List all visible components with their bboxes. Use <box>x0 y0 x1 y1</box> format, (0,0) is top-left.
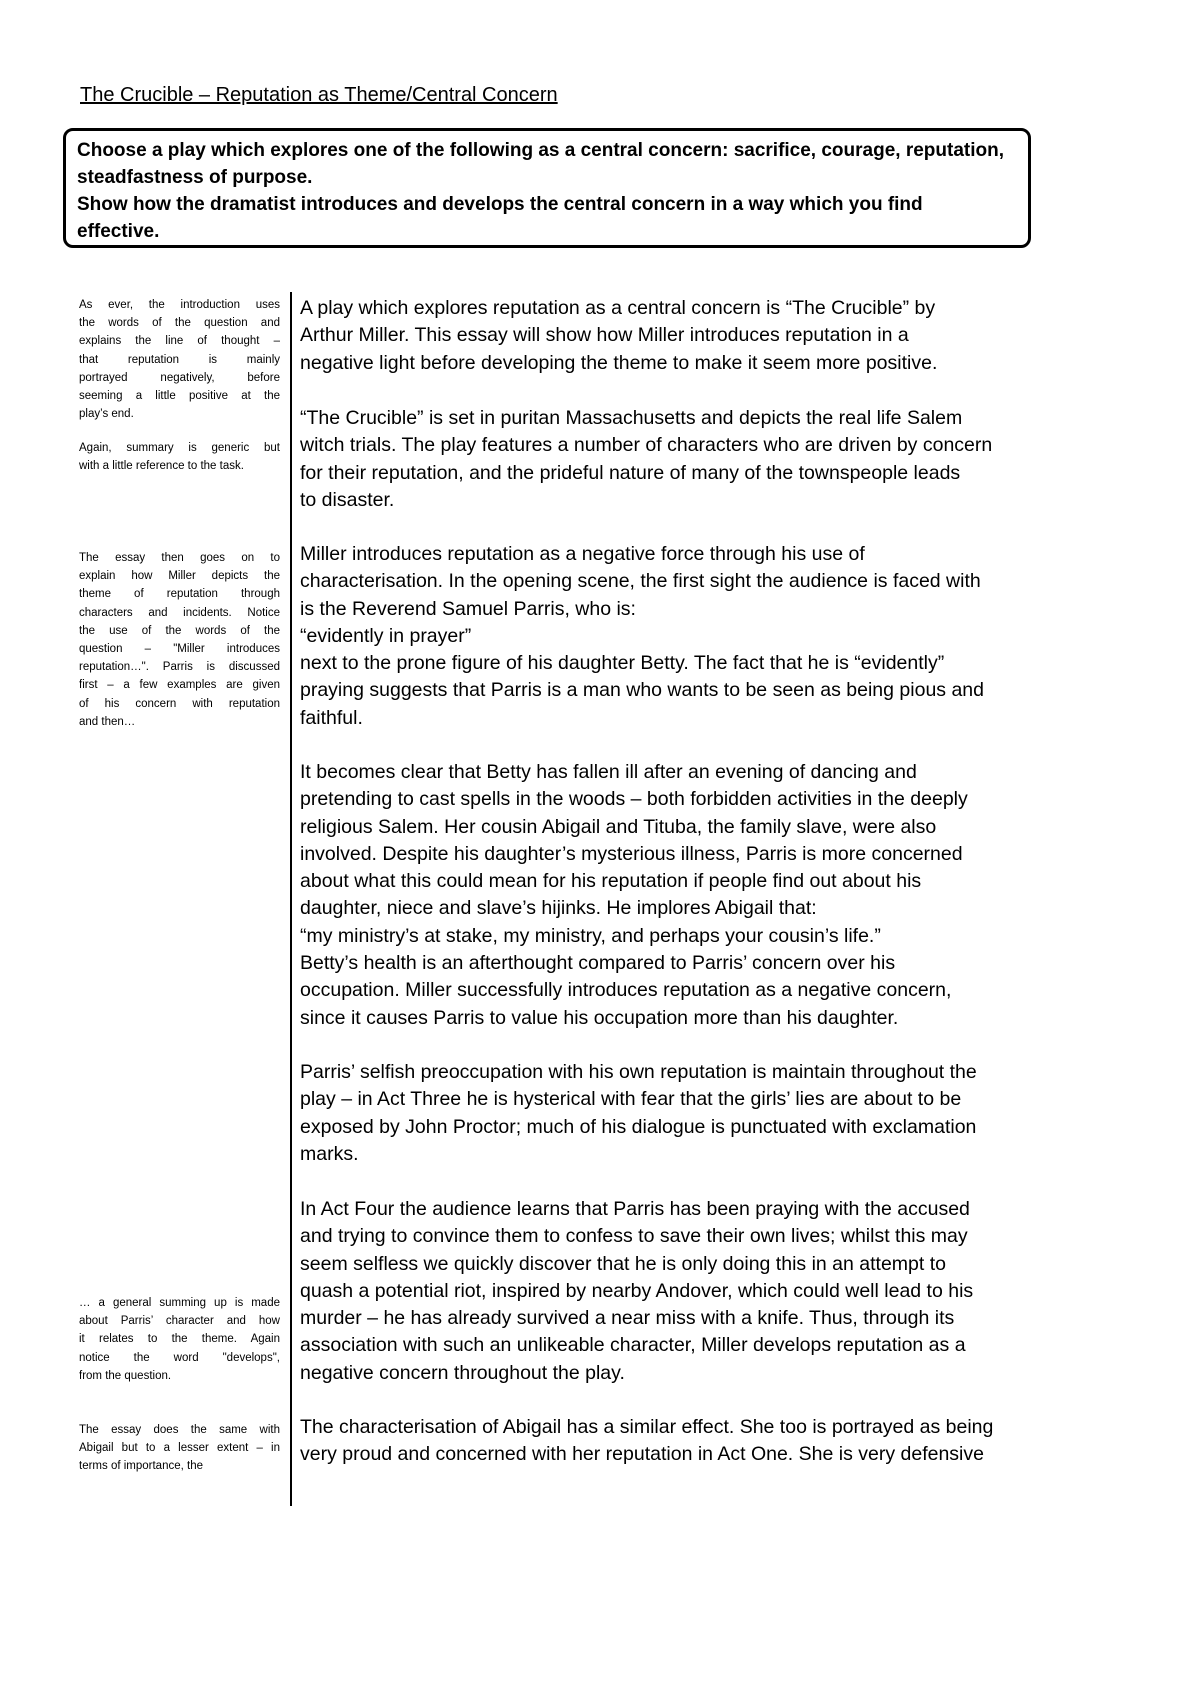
paragraph-line: A play which explores reputation as a central concern is “The Crucible” by <box>300 297 936 319</box>
note-line: explains the line of thought – <box>79 335 280 348</box>
paragraph-line: negative concern throughout the play. <box>300 1361 625 1384</box>
margin-note <box>79 549 280 731</box>
note-line: As ever, the introduction uses <box>79 299 280 311</box>
paragraph-line: play – in Act Three he is hysterical with fear that the girls’ lies are about to be <box>300 1088 962 1111</box>
note-line: seeming a little positive at the <box>79 390 280 403</box>
paragraph-line: praying suggests that Parris is a man who wants to be seen as being pious and <box>300 679 984 702</box>
note-line: explain how Miller depicts the <box>79 570 280 583</box>
note-line: notice the word "develops", <box>79 1351 280 1364</box>
paragraph-line: “The Crucible” is set in puritan Massachusetts and depicts the real life Salem <box>300 407 963 429</box>
document-title: The Crucible – Reputation as Theme/Central Concern <box>80 84 558 106</box>
note-line: play’s end. <box>79 408 134 421</box>
paragraph-line: Betty’s health is an afterthought compared to Parris’ concern over his <box>300 952 896 975</box>
paragraph-line: about what this could mean for his reputation if people find out about his <box>300 870 922 893</box>
paragraph-line: to disaster. <box>300 488 395 511</box>
paragraph-line: religious Salem. Her cousin Abigail and Tituba, the family slave, were also <box>300 815 937 838</box>
note-line: theme of reputation through <box>79 588 280 601</box>
paragraph-line: next to the prone figure of his daughter Betty. The fact that he is “evidently” <box>300 652 945 675</box>
essay-paragraph <box>300 1414 993 1469</box>
column-divider <box>290 292 292 1506</box>
paragraph-line: since it causes Parris to value his occupation more than his daughter. <box>300 1006 899 1029</box>
margin-note <box>79 439 280 475</box>
question-line: effective. <box>77 221 160 242</box>
note-line: The essay does the same with <box>79 1424 280 1436</box>
margin-note <box>79 296 280 423</box>
note-line: the words of the question and <box>79 317 280 330</box>
note-line: Abigail but to a lesser extent – in <box>79 1442 280 1455</box>
paragraph-line: involved. Despite his daughter’s mysterious illness, Parris is more concerned <box>300 842 963 865</box>
note-line: from the question. <box>79 1369 172 1382</box>
paragraph-line: murder – he has already survived a near miss with a knife. Thus, through its <box>300 1307 955 1330</box>
essay-paragraph <box>300 295 937 377</box>
note-line: about Parris’ character and how <box>79 1315 280 1328</box>
paragraph-line: “evidently in prayer” <box>300 624 472 647</box>
paragraph-line: for their reputation, and the prideful nature of many of the townspeople leads <box>300 461 961 484</box>
paragraph-line: “my ministry’s at stake, my ministry, and perhaps your cousin’s life.” <box>300 924 881 947</box>
note-line: with a little reference to the task. <box>79 460 244 473</box>
note-line: it relates to the theme. Again <box>79 1333 280 1346</box>
margin-note <box>79 1294 280 1385</box>
paragraph-line: very proud and concerned with her reputation in Act One. She is very defensive <box>300 1443 984 1466</box>
note-line: Again, summary is generic but <box>79 442 280 454</box>
note-line: and then… <box>79 715 136 728</box>
note-line: question – "Miller introduces <box>79 643 280 656</box>
paragraph-line: Arthur Miller. This essay will show how Miller introduces reputation in a <box>300 324 909 347</box>
paragraph-line: faithful. <box>300 706 363 729</box>
question-box <box>63 128 1031 248</box>
paragraph-line: pretending to cast spells in the woods – both forbidden activities in the deeply <box>300 788 968 811</box>
paragraph-line: It becomes clear that Betty has fallen ill after an evening of dancing and <box>300 761 917 783</box>
paragraph-line: is the Reverend Samuel Parris, who is: <box>300 597 636 620</box>
note-line: portrayed negatively, before <box>79 371 280 384</box>
paragraph-line: Miller introduces reputation as a negative force through his use of <box>300 543 865 565</box>
essay-paragraph <box>300 405 992 514</box>
note-line: reputation…". Parris is discussed <box>79 661 280 674</box>
paragraph-line: exposed by John Proctor; much of his dialogue is punctuated with exclamation <box>300 1115 977 1138</box>
note-line: The essay then goes on to <box>79 552 280 564</box>
essay-paragraph <box>300 1059 977 1168</box>
note-line: … a general summing up is made <box>79 1297 280 1309</box>
paragraph-line: The characterisation of Abigail has a similar effect. She too is portrayed as being <box>300 1416 994 1438</box>
note-line: the use of the words of the <box>79 624 280 637</box>
note-line: terms of importance, the <box>79 1460 203 1473</box>
paragraph-line: negative light before developing the theme to make it seem more positive. <box>300 351 938 374</box>
paragraph-line: witch trials. The play features a number of characters who are driven by concern <box>300 434 993 457</box>
question-line: steadfastness of purpose. <box>77 167 313 188</box>
essay-paragraph <box>300 759 968 1032</box>
paragraph-line: marks. <box>300 1142 359 1165</box>
paragraph-line: Parris’ selfish preoccupation with his own reputation is maintain throughout the <box>300 1061 977 1083</box>
paragraph-line: In Act Four the audience learns that Parris has been praying with the accused <box>300 1198 970 1220</box>
paragraph-line: quash a potential riot, inspired by nearby Andover, which could well lead to his <box>300 1279 974 1302</box>
paragraph-line: association with such an unlikeable character, Miller develops reputation as a <box>300 1334 966 1357</box>
essay-paragraph <box>300 541 984 732</box>
paragraph-line: characterisation. In the opening scene, the first sight the audience is faced with <box>300 570 981 593</box>
question-line: Show how the dramatist introduces and develops the central concern in a way which you find <box>77 194 923 215</box>
essay-paragraph <box>300 1196 973 1387</box>
note-line: first – a few examples are given <box>79 679 280 692</box>
paragraph-line: occupation. Miller successfully introduces reputation as a negative concern, <box>300 979 952 1002</box>
note-line: characters and incidents. Notice <box>79 606 280 619</box>
note-line: of his concern with reputation <box>79 697 280 710</box>
paragraph-line: daughter, niece and slave’s hijinks. He implores Abigail that: <box>300 897 817 920</box>
paragraph-line: and trying to convince them to confess to save their own lives; whilst this may <box>300 1225 968 1248</box>
question-line: Choose a play which explores one of the following as a central concern: sacrifice, courage, reputation, <box>77 140 1005 161</box>
margin-note <box>79 1421 280 1476</box>
note-line: that reputation is mainly <box>79 353 280 366</box>
paragraph-line: seem selfless we quickly discover that he is only doing this in an attempt to <box>300 1252 946 1275</box>
